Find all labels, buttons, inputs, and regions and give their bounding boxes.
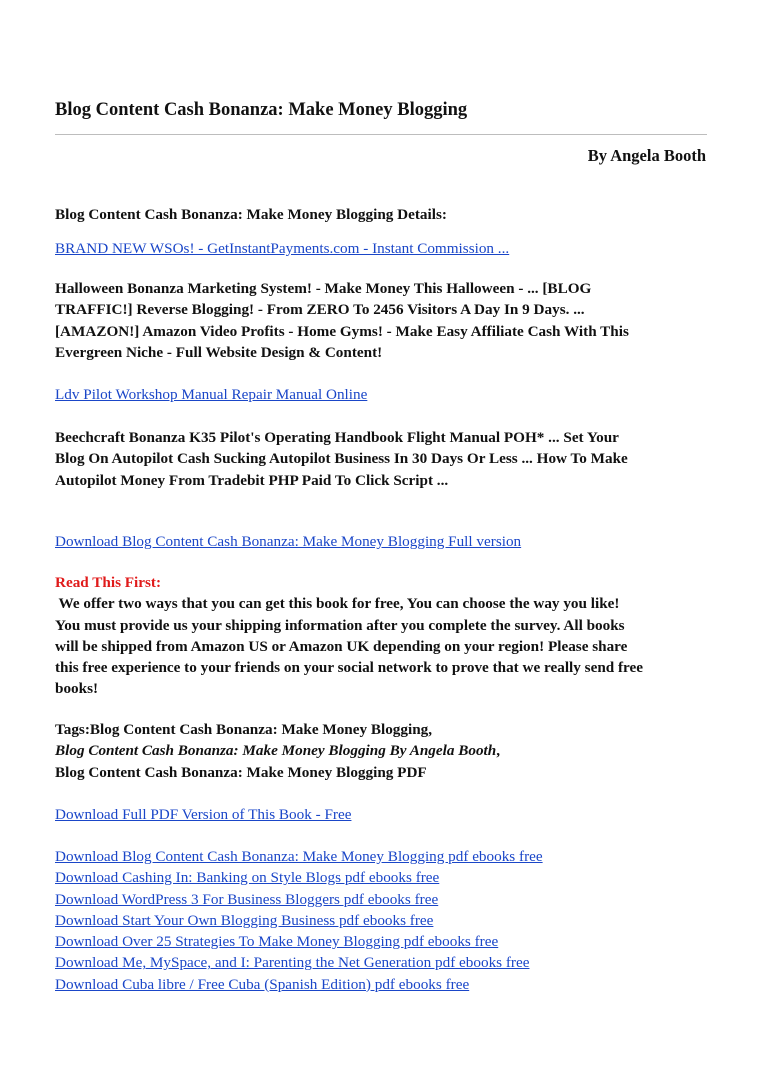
notice-heading: Read This First: (55, 574, 162, 591)
tags-line: Blog Content Cash Bonanza: Make Money Blogging PDF (55, 763, 427, 781)
details-heading: Blog Content Cash Bonanza: Make Money Blogging Details: (55, 206, 447, 223)
download-pdf-link[interactable]: Download Full PDF Version of This Book - Free (55, 806, 352, 823)
related-download-link[interactable]: Download Over 25 Strategies To Make Money Blogging pdf ebooks free (55, 933, 499, 951)
notice-line: will be shipped from Amazon US or Amazon UK depending on your region! Please share (55, 637, 628, 655)
text-line: Autopilot Money From Tradebit PHP Paid To Click Script ... (55, 471, 449, 489)
text-line: Blog On Autopilot Cash Sucking Autopilot Business In 30 Days Or Less ... How To Make (55, 450, 628, 468)
text-line: Evergreen Niche - Full Website Design & Content! (55, 343, 383, 361)
text-line: TRAFFIC!] Reverse Blogging! - From ZERO To 2456 Visitors A Day In 9 Days. ... (55, 301, 585, 319)
notice-section (55, 572, 715, 700)
related-download-link[interactable]: Download Cashing In: Banking on Style Blogs pdf ebooks free (55, 869, 440, 887)
related-download-link[interactable]: Download Start Your Own Blogging Business pdf ebooks free (55, 911, 434, 929)
description-paragraph-1 (55, 278, 715, 363)
description-paragraph-2 (55, 427, 715, 491)
notice-line: You must provide us your shipping information after you complete the survey. All books (55, 616, 625, 634)
download-full-version-link[interactable]: Download Blog Content Cash Bonanza: Make Money Blogging Full version (55, 533, 522, 550)
text-line: [AMAZON!] Amazon Video Profits - Home Gyms! - Make Easy Affiliate Cash With This (55, 322, 629, 340)
notice-line: books! (55, 680, 99, 698)
notice-line: this free experience to your friends on your social network to prove that we really send free (55, 659, 644, 677)
tags-italic-title: Blog Content Cash Bonanza: Make Money Blogging By Angela Booth (55, 742, 497, 760)
tags-comma: , (496, 742, 501, 760)
manual-link[interactable]: Ldv Pilot Workshop Manual Repair Manual Online (55, 386, 368, 403)
tags-section (55, 719, 715, 783)
text-line: Halloween Bonanza Marketing System! - Make Money This Halloween - ... [BLOG (55, 280, 592, 297)
related-downloads-list (55, 846, 715, 995)
related-download-link[interactable]: Download Cuba libre / Free Cuba (Spanish Edition) pdf ebooks free (55, 975, 470, 993)
page-title: Blog Content Cash Bonanza: Make Money Blogging (55, 100, 468, 120)
text-line: Beechcraft Bonanza K35 Pilot's Operating Handbook Flight Manual POH* ... Set Your (55, 429, 619, 446)
tags-line-italic (55, 740, 715, 761)
notice-line: We offer two ways that you can get this book for free, You can choose the way you like! (55, 595, 620, 613)
related-download-link[interactable]: Download Blog Content Cash Bonanza: Make Money Blogging pdf ebooks free (55, 848, 543, 865)
related-download-link[interactable]: Download WordPress 3 For Business Bloggers pdf ebooks free (55, 890, 439, 908)
title-divider (55, 134, 707, 135)
wso-link[interactable]: BRAND NEW WSOs! - GetInstantPayments.com - Instant Commission ... (55, 240, 510, 257)
tags-line: Tags:Blog Content Cash Bonanza: Make Money Blogging, (55, 721, 433, 738)
author-byline: By Angela Booth (587, 146, 706, 165)
related-download-link[interactable]: Download Me, MySpace, and I: Parenting the Net Generation pdf ebooks free (55, 954, 530, 972)
